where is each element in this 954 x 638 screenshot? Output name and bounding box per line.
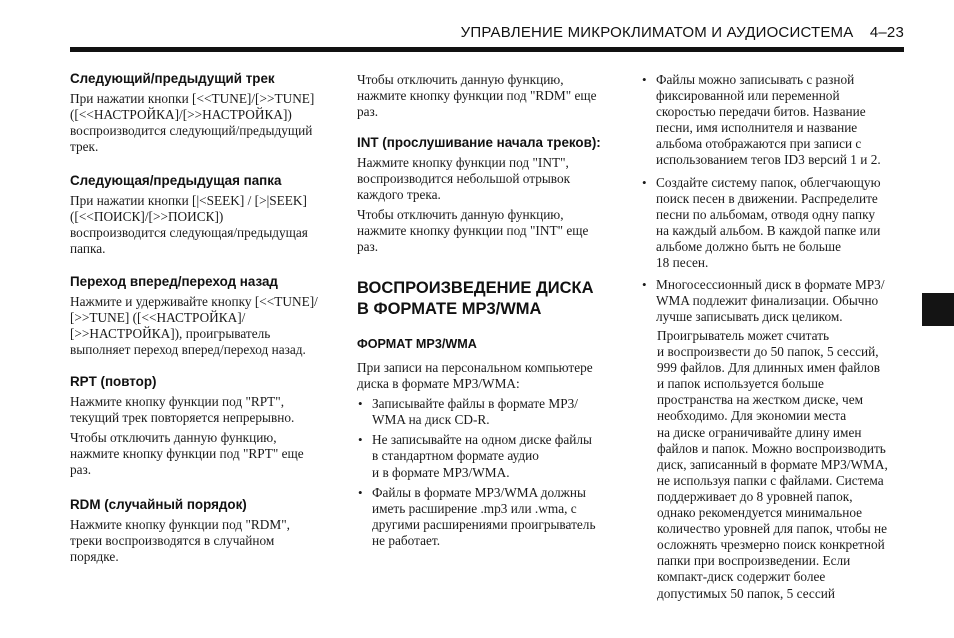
text-line: количество уровней для папок, чтобы не (657, 521, 888, 537)
text-line: альбома отображаются при записи с (656, 136, 862, 152)
col3-bullets (641, 72, 885, 325)
text-line: каждого трека. (357, 187, 441, 203)
text-line: файлов и папок. Можно воспроизводить (657, 440, 886, 456)
section-next-prev-track (70, 71, 314, 155)
text-line: Чтобы отключить данную функцию, (70, 430, 277, 446)
text-line: При записи на персональном компьютере (357, 360, 593, 375)
text-line: осложнять чрезмерно поиск конкретной (657, 537, 885, 553)
text-line: альбоме должно быть не больше (656, 238, 841, 254)
text-line: песни, имя исполнителя и название (656, 120, 858, 136)
col3-paragraph (657, 328, 888, 602)
text-line: песни по альбомам, отводя одну папку (656, 206, 876, 222)
text-line: и в формате MP3/WMA. (372, 464, 510, 480)
text-line: однако рекомендуется минимальное (657, 505, 863, 521)
section-mp3-format (357, 336, 596, 549)
text-line: раз. (357, 104, 379, 120)
text-line: иметь расширение .mp3 или .wma, с (372, 500, 577, 516)
section-fast-forward-rewind (70, 274, 318, 358)
text-line: диск, записанный в формате MP3/WMA, (657, 456, 888, 472)
section-heading: INT (прослушивание начала треков): (357, 135, 601, 150)
text-line: ([<<ПОИСК]/[>>ПОИСК]) (70, 209, 224, 225)
text-line: раз. (70, 462, 92, 478)
text-line: фиксированной или переменной (656, 88, 840, 104)
text-line: на диске ограничивайте длину имен (657, 424, 862, 440)
text-line: При нажатии кнопки [|<SEEK] / [>|SEEK] (70, 193, 307, 208)
rdm-off-paragraph (357, 72, 597, 120)
text-line: 18 песен. (656, 255, 709, 271)
text-line: Чтобы отключить данную функцию, (357, 72, 564, 87)
text-line: в стандартном формате аудио (372, 448, 539, 464)
text-line: Нажмите и удерживайте кнопку [<<TUNE]/ (70, 294, 318, 309)
bullet-item (641, 72, 885, 169)
text-line: папки при воспроизведении. Если (657, 553, 851, 569)
text-line: треки воспроизводятся в случайном (70, 533, 275, 549)
text-line: ([<<НАСТРОЙКА]/[>>НАСТРОЙКА]) (70, 107, 292, 123)
section-heading: Следующая/предыдущая папка (70, 173, 282, 188)
section-title-mp3 (357, 278, 594, 320)
text-line: Не записывайте на одном диске файлы (372, 432, 592, 448)
text-line: другими расширениями проигрыватель (372, 516, 596, 532)
text-line: воспроизводится небольшой отрывок (357, 171, 571, 187)
text-line: пространства на жестком диске, чем (657, 392, 864, 408)
text-line: воспроизводится следующий/предыдущий (70, 123, 313, 139)
text-line: раз. (357, 239, 379, 255)
text-line: скоростью передачи битов. Название (656, 104, 866, 120)
page-number: 4–23 (869, 24, 904, 41)
bullet-dot: • (642, 174, 647, 190)
text-line: Нажмите кнопку функции под "INT", (357, 155, 569, 170)
text-line: [>>TUNE] ([<<НАСТРОЙКА]/ (70, 310, 246, 326)
text-line: Нажмите кнопку функции под "RPT", (70, 394, 285, 409)
text-line: не работает. (372, 532, 441, 548)
text-line: лучше записывать диск целиком. (656, 309, 843, 325)
bullet-item (357, 396, 596, 428)
bullet-dot: • (358, 396, 363, 412)
text-line: WMA на диск CD-R. (372, 412, 490, 428)
text-line: Проигрыватель может считать (657, 328, 830, 343)
text-line: Создайте систему папок, облегчающую (656, 174, 881, 190)
text-line: выполняет переход вперед/переход назад. (70, 342, 306, 358)
section-heading: Следующий/предыдущий трек (70, 71, 275, 86)
text-line: Файлы можно записывать с разной (656, 72, 855, 87)
text-line: Файлы в формате MP3/WMA должны (372, 484, 586, 500)
bullet-item (641, 277, 885, 325)
bullet-item (357, 485, 596, 549)
section-int (357, 135, 601, 256)
bullet-item (357, 432, 596, 480)
section-heading: ФОРМАТ MP3/WMA (357, 337, 477, 351)
text-line: допустимых 50 папок, 5 сессий (657, 585, 835, 601)
text-line: использованием тегов ID3 версий 1 и 2. (656, 152, 881, 168)
text-line: папка. (70, 241, 106, 257)
text-line: и воспроизвести до 50 папок, 5 сессий, (657, 344, 879, 360)
chapter-tab-marker (922, 293, 954, 326)
text-line: текущий трек повторяется непрерывно. (70, 410, 295, 426)
text-line: воспроизводится следующая/предыдущая (70, 225, 308, 241)
text-line: нажмите кнопку функции под "RDM" еще (357, 88, 597, 104)
bullet-item (641, 175, 885, 272)
text-line: трек. (70, 139, 99, 155)
text-line: WMA подлежит финализации. Обычно (656, 293, 879, 309)
text-line: и папок используется больше (657, 376, 824, 392)
text-line: нажмите кнопку функции под "INT" еще (357, 223, 589, 239)
text-line: Чтобы отключить данную функцию, (357, 207, 564, 223)
text-line: не используя папки с файлами. Система (657, 472, 884, 488)
bullet-dot: • (642, 277, 647, 293)
bullet-dot: • (642, 72, 647, 87)
section-heading: RDM (случайный порядок) (70, 497, 247, 512)
text-line: на каждый альбом. В каждой папке или (656, 222, 881, 238)
text-line: диска в формате MP3/WMA: (357, 376, 520, 392)
section-heading: RPT (повтор) (70, 374, 157, 389)
text-line: поиск песен в движении. Распределите (656, 190, 878, 206)
text-line: необходимо. Для экономии места (657, 408, 847, 424)
section-title-line: В ФОРМАТЕ MP3/WMA (357, 300, 542, 318)
text-line: поддерживает до 8 уровней папок, (657, 488, 853, 504)
text-line: При нажатии кнопки [<<TUNE]/[>>TUNE] (70, 91, 315, 106)
text-line: 999 файлов. Для длинных имен файлов (657, 360, 880, 376)
text-line: нажмите кнопку функции под "RPT" еще (70, 446, 304, 462)
text-line: [>>НАСТРОЙКА]), проигрыватель (70, 326, 271, 342)
section-heading: Переход вперед/переход назад (70, 274, 278, 289)
text-line: порядке. (70, 549, 119, 565)
text-line: Записывайте файлы в формате MP3/ (372, 396, 578, 412)
section-rdm (70, 497, 290, 565)
header-rule (70, 47, 904, 52)
section-rpt (70, 374, 304, 478)
text-line: Многосессионный диск в формате MP3/ (656, 277, 885, 293)
text-line: Нажмите кнопку функции под "RDM", (70, 517, 290, 532)
text-line: компакт-диск содержит более (657, 569, 826, 585)
chapter-title: УПРАВЛЕНИЕ МИКРОКЛИМАТОМ И АУДИОСИСТЕМА (460, 24, 854, 41)
section-next-prev-folder (70, 173, 308, 257)
section-title-line: ВОСПРОИЗВЕДЕНИЕ ДИСКА (357, 279, 594, 297)
page-header (461, 24, 904, 41)
bullet-dot: • (358, 484, 363, 500)
bullet-dot: • (358, 432, 363, 448)
